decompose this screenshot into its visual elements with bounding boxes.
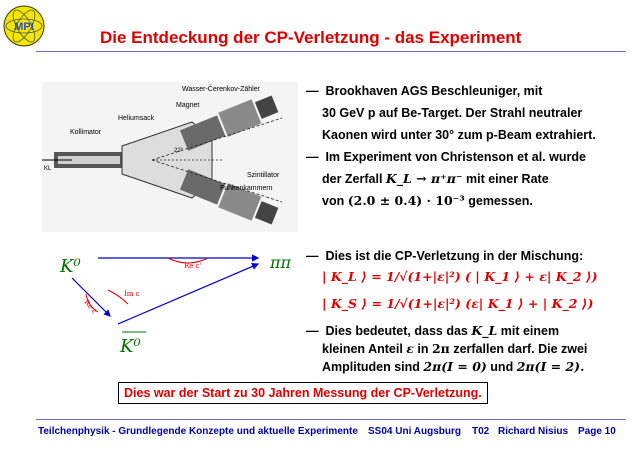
bullet-1-line-2: 30 GeV p auf Be-Target. Der Strahl neutraler [322, 106, 583, 120]
experiment-schematic [42, 82, 298, 232]
bullet-1-line-1: — Brookhaven AGS Beschleuniger, mit [306, 84, 543, 98]
label-funkenkammern: Funkenkammern [220, 185, 273, 192]
k0bar-label: K⁰ [120, 336, 141, 357]
footer-course: Teilchenphysik - Grundlegende Konzepte und aktuelle Experimente [38, 426, 358, 437]
decay-formula: K_L → π⁺π⁻ [385, 171, 463, 186]
label-angle: 22° [174, 148, 184, 154]
bullet-4-line-2: kleinen Anteil ε in 2π zerfallen darf. Die zwei [322, 341, 588, 356]
title-rule [36, 51, 626, 52]
rate-formula: (2.0 ± 0.4) · 10⁻³ [347, 193, 465, 208]
re-eps-label: Re ε [82, 298, 99, 316]
bullet-2-line-3: von (2.0 ± 0.4) · 10⁻³ gemessen. [322, 193, 533, 208]
kl-state-formula: | K_L ⟩ = 1/√(1+|ε|²) ( | K_1 ⟩ + ε| K_2 ⟩) [322, 269, 598, 284]
ks-state-formula: | K_S ⟩ = 1/√(1+|ε|²) (ε| K_1 ⟩ + | K_2 ⟩) [322, 296, 594, 311]
footer-page: Page 10 [578, 426, 616, 437]
footer-semester: SS04 Uni Augsburg [368, 426, 461, 437]
bullet-2-line-2: der Zerfall K_L → π⁺π⁻ mit einer Rate [322, 171, 549, 186]
label-kollimator: Kollimator [70, 129, 102, 136]
bullet-3: — Dies ist die CP-Verletzung in der Mischung: [306, 249, 584, 263]
bullet-2-line-1: — Im Experiment von Christenson et al. wurde [306, 150, 586, 164]
label-heliumsack: Heliumsack [118, 115, 155, 122]
slide-title: Die Entdeckung der CP-Verletzung - das Experiment [100, 28, 522, 47]
bullet-4-line-3: Amplituden sind 2π(I = 0) und 2π(I = 2). [322, 359, 585, 374]
im-eps-label: Im ε [124, 290, 140, 298]
label-wasser: Wasser-Čerenkov-Zähler [182, 86, 260, 93]
label-magnet: Magnet [176, 102, 200, 109]
footer-rule [36, 419, 626, 420]
re-eps-prime-label: Re ε' [184, 262, 202, 270]
footer-code: T02 [472, 426, 490, 437]
label-szintillator: Szintillator [247, 172, 280, 179]
label-kl: KL [44, 166, 52, 172]
start-statement-box: Dies war der Start zu 30 Jahren Messung der CP-Verletzung. [118, 382, 488, 404]
pipi-label: ππ [270, 253, 292, 272]
mpi-logo [2, 4, 46, 48]
bullet-1-line-3: Kaonen wird unter 30° zum p-Beam extrahiert. [322, 128, 596, 142]
k0-label: K⁰ [60, 256, 81, 277]
bullet-4-line-1: — Dies bedeutet, dass das K_L mit einem [306, 323, 560, 338]
mixing-diagram [58, 244, 298, 364]
logo-text: MPI [14, 21, 34, 33]
footer-author: Richard Nisius [498, 426, 569, 437]
